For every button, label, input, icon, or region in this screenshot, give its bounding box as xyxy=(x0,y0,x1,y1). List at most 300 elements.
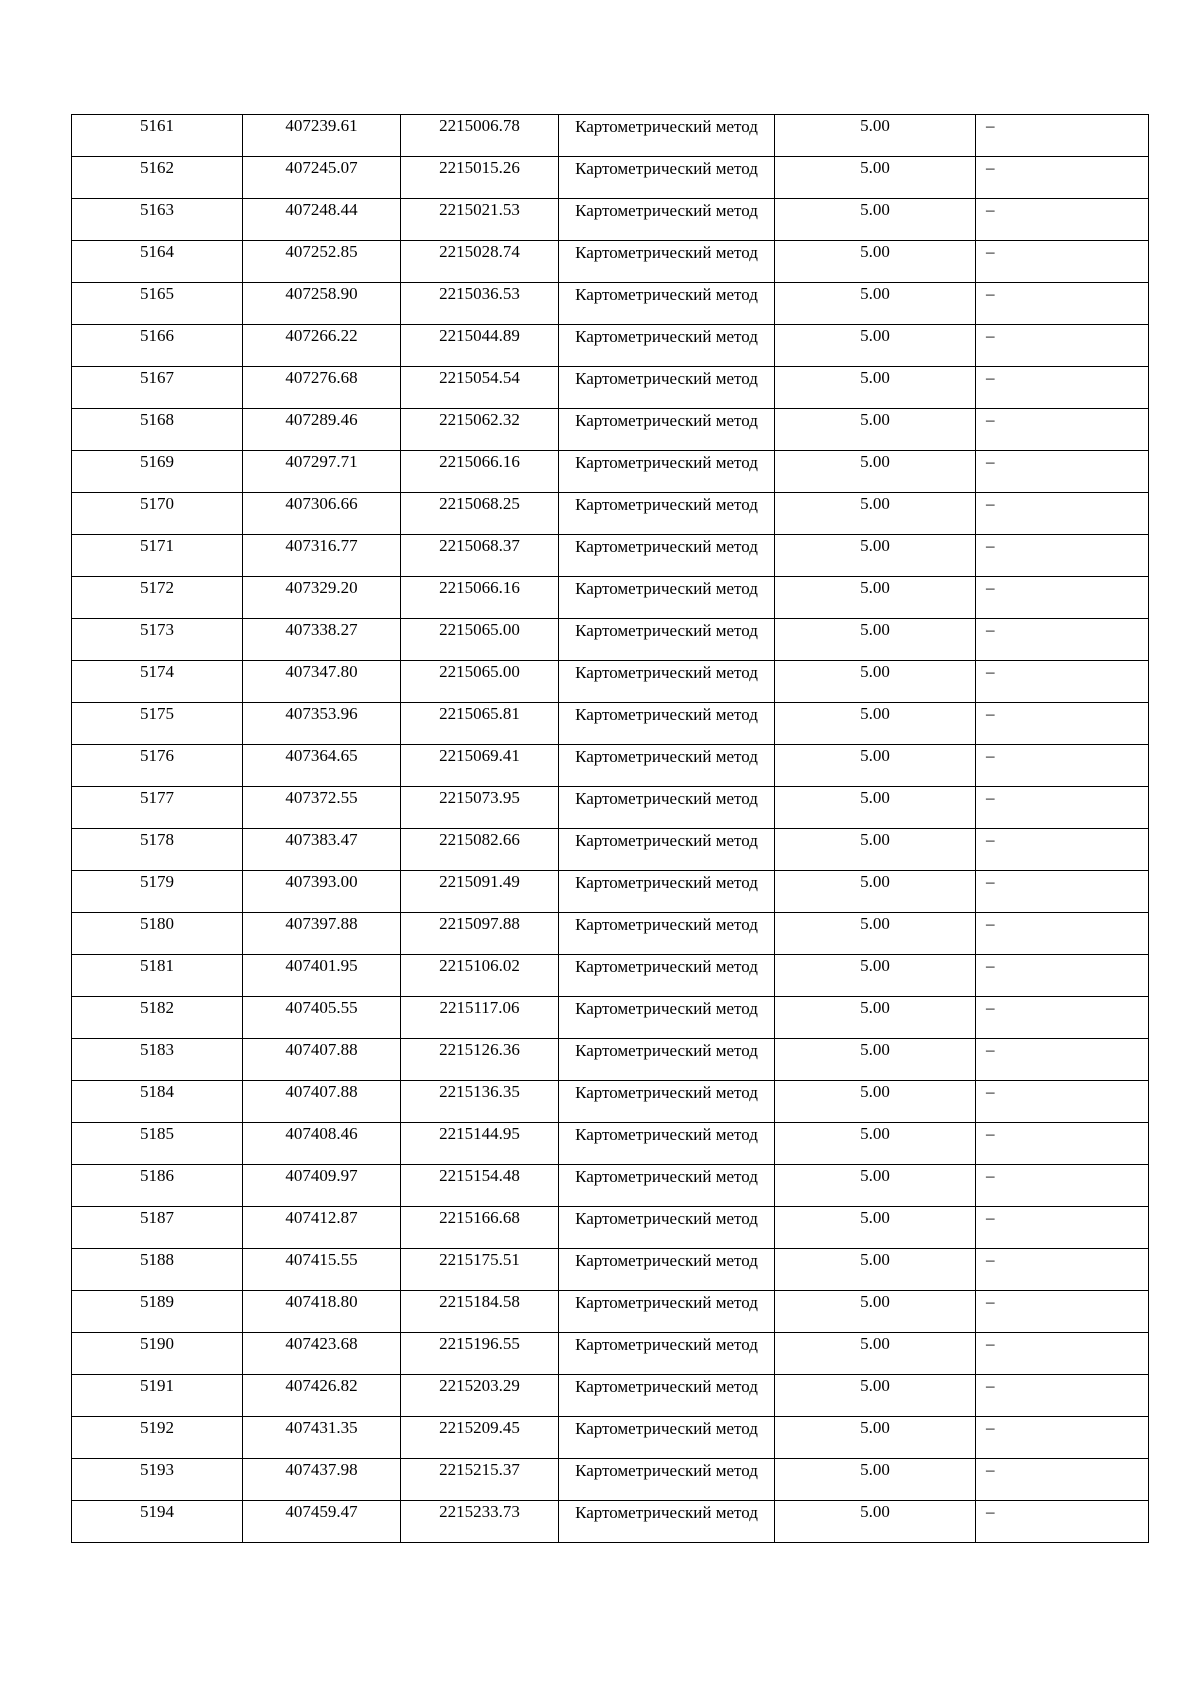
table-row xyxy=(72,1501,1149,1543)
method-cell-text: Картометрический метод xyxy=(575,495,758,514)
table-row xyxy=(72,535,1149,577)
description-cell-text: – xyxy=(986,788,995,807)
table-row xyxy=(72,157,1149,199)
point-number-cell xyxy=(72,1249,243,1291)
y-coordinate-cell xyxy=(401,1207,559,1249)
y-coordinate-cell-text: 2215136.35 xyxy=(439,1082,520,1101)
accuracy-cell xyxy=(775,115,976,157)
method-cell xyxy=(559,493,775,535)
y-coordinate-cell xyxy=(401,1291,559,1333)
point-number-cell-text: 5183 xyxy=(140,1040,174,1059)
accuracy-cell-text: 5.00 xyxy=(860,830,890,849)
description-cell-text: – xyxy=(986,1082,995,1101)
table-row xyxy=(72,1039,1149,1081)
y-coordinate-cell xyxy=(401,997,559,1039)
accuracy-cell xyxy=(775,997,976,1039)
point-number-cell xyxy=(72,913,243,955)
method-cell xyxy=(559,1039,775,1081)
x-coordinate-cell xyxy=(243,703,401,745)
accuracy-cell xyxy=(775,745,976,787)
point-number-cell xyxy=(72,1081,243,1123)
method-cell-text: Картометрический метод xyxy=(575,1503,758,1522)
accuracy-cell-text: 5.00 xyxy=(860,620,890,639)
x-coordinate-cell xyxy=(243,661,401,703)
table-row xyxy=(72,1081,1149,1123)
table-row xyxy=(72,451,1149,493)
table-row xyxy=(72,1459,1149,1501)
method-cell-text: Картометрический метод xyxy=(575,159,758,178)
y-coordinate-cell-text: 2215106.02 xyxy=(439,956,520,975)
x-coordinate-cell xyxy=(243,997,401,1039)
x-coordinate-cell xyxy=(243,619,401,661)
method-cell xyxy=(559,703,775,745)
description-cell xyxy=(976,997,1149,1039)
description-cell xyxy=(976,535,1149,577)
x-coordinate-cell-text: 407353.96 xyxy=(285,704,358,723)
y-coordinate-cell-text: 2215065.81 xyxy=(439,704,520,723)
method-cell xyxy=(559,913,775,955)
point-number-cell-text: 5177 xyxy=(140,788,174,807)
y-coordinate-cell-text: 2215209.45 xyxy=(439,1418,520,1437)
accuracy-cell xyxy=(775,787,976,829)
table-row xyxy=(72,1417,1149,1459)
x-coordinate-cell-text: 407338.27 xyxy=(285,620,358,639)
method-cell xyxy=(559,1291,775,1333)
x-coordinate-cell xyxy=(243,493,401,535)
table-row xyxy=(72,1123,1149,1165)
point-number-cell-text: 5175 xyxy=(140,704,174,723)
method-cell-text: Картометрический метод xyxy=(575,411,758,430)
method-cell xyxy=(559,871,775,913)
x-coordinate-cell-text: 407431.35 xyxy=(285,1418,358,1437)
description-cell-text: – xyxy=(986,998,995,1017)
description-cell xyxy=(976,1165,1149,1207)
y-coordinate-cell-text: 2215196.55 xyxy=(439,1334,520,1353)
description-cell xyxy=(976,703,1149,745)
accuracy-cell-text: 5.00 xyxy=(860,536,890,555)
x-coordinate-cell-text: 407252.85 xyxy=(285,242,358,261)
accuracy-cell xyxy=(775,871,976,913)
method-cell xyxy=(559,115,775,157)
description-cell-text: – xyxy=(986,242,995,261)
description-cell xyxy=(976,661,1149,703)
x-coordinate-cell xyxy=(243,409,401,451)
y-coordinate-cell xyxy=(401,829,559,871)
method-cell-text: Картометрический метод xyxy=(575,621,758,640)
y-coordinate-cell-text: 2215082.66 xyxy=(439,830,520,849)
y-coordinate-cell xyxy=(401,577,559,619)
description-cell xyxy=(976,913,1149,955)
point-number-cell-text: 5164 xyxy=(140,242,174,261)
y-coordinate-cell-text: 2215126.36 xyxy=(439,1040,520,1059)
y-coordinate-cell-text: 2215144.95 xyxy=(439,1124,520,1143)
x-coordinate-cell xyxy=(243,577,401,619)
accuracy-cell-text: 5.00 xyxy=(860,746,890,765)
accuracy-cell xyxy=(775,493,976,535)
x-coordinate-cell-text: 407245.07 xyxy=(285,158,358,177)
description-cell xyxy=(976,115,1149,157)
accuracy-cell-text: 5.00 xyxy=(860,914,890,933)
point-number-cell-text: 5184 xyxy=(140,1082,174,1101)
y-coordinate-cell xyxy=(401,703,559,745)
x-coordinate-cell-text: 407407.88 xyxy=(285,1040,358,1059)
accuracy-cell xyxy=(775,955,976,997)
y-coordinate-cell-text: 2215068.37 xyxy=(439,536,520,555)
description-cell-text: – xyxy=(986,956,995,975)
point-number-cell xyxy=(72,745,243,787)
accuracy-cell-text: 5.00 xyxy=(860,1502,890,1521)
description-cell xyxy=(976,1249,1149,1291)
x-coordinate-cell-text: 407347.80 xyxy=(285,662,358,681)
description-cell-text: – xyxy=(986,1166,995,1185)
description-cell-text: – xyxy=(986,1208,995,1227)
x-coordinate-cell xyxy=(243,1081,401,1123)
y-coordinate-cell xyxy=(401,745,559,787)
accuracy-cell xyxy=(775,1417,976,1459)
accuracy-cell xyxy=(775,535,976,577)
x-coordinate-cell xyxy=(243,1291,401,1333)
method-cell-text: Картометрический метод xyxy=(575,243,758,262)
point-number-cell-text: 5194 xyxy=(140,1502,174,1521)
x-coordinate-cell xyxy=(243,829,401,871)
point-number-cell xyxy=(72,1375,243,1417)
method-cell xyxy=(559,955,775,997)
point-number-cell xyxy=(72,451,243,493)
y-coordinate-cell xyxy=(401,367,559,409)
y-coordinate-cell-text: 2215044.89 xyxy=(439,326,520,345)
point-number-cell xyxy=(72,493,243,535)
accuracy-cell-text: 5.00 xyxy=(860,788,890,807)
x-coordinate-cell xyxy=(243,745,401,787)
x-coordinate-cell-text: 407409.97 xyxy=(285,1166,358,1185)
x-coordinate-cell xyxy=(243,199,401,241)
table-row xyxy=(72,115,1149,157)
x-coordinate-cell-text: 407418.80 xyxy=(285,1292,358,1311)
point-number-cell-text: 5193 xyxy=(140,1460,174,1479)
method-cell xyxy=(559,997,775,1039)
x-coordinate-cell xyxy=(243,1249,401,1291)
description-cell xyxy=(976,955,1149,997)
x-coordinate-cell-text: 407393.00 xyxy=(285,872,358,891)
point-number-cell xyxy=(72,871,243,913)
method-cell-text: Картометрический метод xyxy=(575,1335,758,1354)
method-cell xyxy=(559,367,775,409)
x-coordinate-cell-text: 407248.44 xyxy=(285,200,358,219)
description-cell xyxy=(976,1417,1149,1459)
accuracy-cell xyxy=(775,409,976,451)
description-cell xyxy=(976,1291,1149,1333)
point-number-cell xyxy=(72,409,243,451)
y-coordinate-cell xyxy=(401,1081,559,1123)
description-cell xyxy=(976,325,1149,367)
table-row xyxy=(72,199,1149,241)
point-number-cell xyxy=(72,1459,243,1501)
x-coordinate-cell xyxy=(243,1375,401,1417)
point-number-cell xyxy=(72,241,243,283)
method-cell xyxy=(559,409,775,451)
accuracy-cell-text: 5.00 xyxy=(860,452,890,471)
method-cell-text: Картометрический метод xyxy=(575,327,758,346)
accuracy-cell xyxy=(775,325,976,367)
description-cell xyxy=(976,745,1149,787)
point-number-cell-text: 5185 xyxy=(140,1124,174,1143)
method-cell-text: Картометрический метод xyxy=(575,1251,758,1270)
x-coordinate-cell-text: 407364.65 xyxy=(285,746,358,765)
method-cell-text: Картометрический метод xyxy=(575,117,758,136)
x-coordinate-cell xyxy=(243,1501,401,1543)
point-number-cell xyxy=(72,1207,243,1249)
y-coordinate-cell-text: 2215006.78 xyxy=(439,116,520,135)
table-row xyxy=(72,913,1149,955)
x-coordinate-cell-text: 407289.46 xyxy=(285,410,358,429)
method-cell-text: Картометрический метод xyxy=(575,663,758,682)
method-cell xyxy=(559,1081,775,1123)
method-cell-text: Картометрический метод xyxy=(575,1377,758,1396)
point-number-cell xyxy=(72,157,243,199)
method-cell xyxy=(559,1417,775,1459)
y-coordinate-cell xyxy=(401,1039,559,1081)
y-coordinate-cell xyxy=(401,451,559,493)
accuracy-cell xyxy=(775,199,976,241)
method-cell xyxy=(559,1333,775,1375)
x-coordinate-cell-text: 407383.47 xyxy=(285,830,358,849)
y-coordinate-cell xyxy=(401,1123,559,1165)
method-cell-text: Картометрический метод xyxy=(575,1041,758,1060)
table-row xyxy=(72,619,1149,661)
method-cell xyxy=(559,577,775,619)
y-coordinate-cell-text: 2215065.00 xyxy=(439,620,520,639)
x-coordinate-cell xyxy=(243,1459,401,1501)
point-number-cell-text: 5181 xyxy=(140,956,174,975)
description-cell-text: – xyxy=(986,1292,995,1311)
accuracy-cell-text: 5.00 xyxy=(860,1124,890,1143)
method-cell-text: Картометрический метод xyxy=(575,579,758,598)
description-cell xyxy=(976,199,1149,241)
y-coordinate-cell-text: 2215097.88 xyxy=(439,914,520,933)
point-number-cell xyxy=(72,997,243,1039)
accuracy-cell xyxy=(775,661,976,703)
method-cell-text: Картометрический метод xyxy=(575,1083,758,1102)
y-coordinate-cell-text: 2215166.68 xyxy=(439,1208,520,1227)
point-number-cell-text: 5174 xyxy=(140,662,174,681)
method-cell-text: Картометрический метод xyxy=(575,1293,758,1312)
description-cell-text: – xyxy=(986,1250,995,1269)
point-number-cell xyxy=(72,619,243,661)
description-cell-text: – xyxy=(986,704,995,723)
accuracy-cell-text: 5.00 xyxy=(860,410,890,429)
x-coordinate-cell xyxy=(243,367,401,409)
point-number-cell xyxy=(72,199,243,241)
method-cell-text: Картометрический метод xyxy=(575,1461,758,1480)
method-cell-text: Картометрический метод xyxy=(575,453,758,472)
description-cell-text: – xyxy=(986,284,995,303)
x-coordinate-cell-text: 407266.22 xyxy=(285,326,358,345)
accuracy-cell-text: 5.00 xyxy=(860,326,890,345)
method-cell-text: Картометрический метод xyxy=(575,1125,758,1144)
method-cell xyxy=(559,619,775,661)
description-cell-text: – xyxy=(986,536,995,555)
accuracy-cell-text: 5.00 xyxy=(860,1250,890,1269)
y-coordinate-cell xyxy=(401,871,559,913)
table-row xyxy=(72,1207,1149,1249)
x-coordinate-cell-text: 407407.88 xyxy=(285,1082,358,1101)
point-number-cell-text: 5171 xyxy=(140,536,174,555)
method-cell xyxy=(559,535,775,577)
x-coordinate-cell xyxy=(243,115,401,157)
accuracy-cell xyxy=(775,157,976,199)
y-coordinate-cell-text: 2215066.16 xyxy=(439,578,520,597)
method-cell xyxy=(559,199,775,241)
method-cell xyxy=(559,1165,775,1207)
accuracy-cell-text: 5.00 xyxy=(860,284,890,303)
accuracy-cell-text: 5.00 xyxy=(860,1040,890,1059)
method-cell xyxy=(559,1207,775,1249)
point-number-cell xyxy=(72,115,243,157)
accuracy-cell-text: 5.00 xyxy=(860,1460,890,1479)
point-number-cell-text: 5178 xyxy=(140,830,174,849)
y-coordinate-cell-text: 2215073.95 xyxy=(439,788,520,807)
description-cell-text: – xyxy=(986,116,995,135)
method-cell-text: Картометрический метод xyxy=(575,1419,758,1438)
accuracy-cell xyxy=(775,283,976,325)
method-cell xyxy=(559,1123,775,1165)
point-number-cell-text: 5169 xyxy=(140,452,174,471)
method-cell-text: Картометрический метод xyxy=(575,915,758,934)
y-coordinate-cell xyxy=(401,1501,559,1543)
y-coordinate-cell-text: 2215015.26 xyxy=(439,158,520,177)
method-cell-text: Картометрический метод xyxy=(575,1167,758,1186)
method-cell xyxy=(559,1375,775,1417)
method-cell xyxy=(559,241,775,283)
point-number-cell xyxy=(72,1123,243,1165)
accuracy-cell-text: 5.00 xyxy=(860,1292,890,1311)
table-row xyxy=(72,1249,1149,1291)
point-number-cell-text: 5165 xyxy=(140,284,174,303)
y-coordinate-cell-text: 2215068.25 xyxy=(439,494,520,513)
point-number-cell-text: 5191 xyxy=(140,1376,174,1395)
coordinates-table xyxy=(71,114,1149,1543)
description-cell-text: – xyxy=(986,158,995,177)
table-row xyxy=(72,325,1149,367)
point-number-cell xyxy=(72,1291,243,1333)
description-cell xyxy=(976,1081,1149,1123)
point-number-cell xyxy=(72,787,243,829)
point-number-cell xyxy=(72,325,243,367)
point-number-cell xyxy=(72,1165,243,1207)
accuracy-cell-text: 5.00 xyxy=(860,116,890,135)
point-number-cell-text: 5166 xyxy=(140,326,174,345)
accuracy-cell-text: 5.00 xyxy=(860,872,890,891)
description-cell-text: – xyxy=(986,410,995,429)
x-coordinate-cell xyxy=(243,1417,401,1459)
description-cell-text: – xyxy=(986,452,995,471)
accuracy-cell xyxy=(775,1291,976,1333)
table-row xyxy=(72,871,1149,913)
accuracy-cell-text: 5.00 xyxy=(860,998,890,1017)
method-cell xyxy=(559,325,775,367)
table-row xyxy=(72,577,1149,619)
accuracy-cell xyxy=(775,1165,976,1207)
point-number-cell-text: 5168 xyxy=(140,410,174,429)
point-number-cell-text: 5163 xyxy=(140,200,174,219)
y-coordinate-cell xyxy=(401,1165,559,1207)
accuracy-cell xyxy=(775,1123,976,1165)
description-cell-text: – xyxy=(986,368,995,387)
x-coordinate-cell-text: 407426.82 xyxy=(285,1376,358,1395)
y-coordinate-cell xyxy=(401,1333,559,1375)
method-cell-text: Картометрический метод xyxy=(575,957,758,976)
accuracy-cell-text: 5.00 xyxy=(860,1376,890,1395)
table-row xyxy=(72,409,1149,451)
description-cell xyxy=(976,1333,1149,1375)
y-coordinate-cell xyxy=(401,535,559,577)
accuracy-cell-text: 5.00 xyxy=(860,1334,890,1353)
point-number-cell-text: 5179 xyxy=(140,872,174,891)
x-coordinate-cell xyxy=(243,1123,401,1165)
y-coordinate-cell-text: 2215028.74 xyxy=(439,242,520,261)
method-cell-text: Картометрический метод xyxy=(575,789,758,808)
x-coordinate-cell-text: 407276.68 xyxy=(285,368,358,387)
method-cell xyxy=(559,829,775,871)
accuracy-cell xyxy=(775,367,976,409)
description-cell xyxy=(976,577,1149,619)
method-cell-text: Картометрический метод xyxy=(575,831,758,850)
table-row xyxy=(72,955,1149,997)
point-number-cell xyxy=(72,955,243,997)
y-coordinate-cell xyxy=(401,115,559,157)
y-coordinate-cell-text: 2215062.32 xyxy=(439,410,520,429)
accuracy-cell-text: 5.00 xyxy=(860,578,890,597)
point-number-cell-text: 5176 xyxy=(140,746,174,765)
table-row xyxy=(72,1165,1149,1207)
y-coordinate-cell xyxy=(401,619,559,661)
x-coordinate-cell xyxy=(243,1039,401,1081)
y-coordinate-cell xyxy=(401,661,559,703)
table-row xyxy=(72,661,1149,703)
accuracy-cell-text: 5.00 xyxy=(860,158,890,177)
y-coordinate-cell xyxy=(401,325,559,367)
x-coordinate-cell xyxy=(243,451,401,493)
method-cell xyxy=(559,661,775,703)
method-cell xyxy=(559,1249,775,1291)
description-cell xyxy=(976,451,1149,493)
method-cell-text: Картометрический метод xyxy=(575,537,758,556)
y-coordinate-cell xyxy=(401,787,559,829)
description-cell xyxy=(976,409,1149,451)
method-cell xyxy=(559,745,775,787)
y-coordinate-cell-text: 2215117.06 xyxy=(439,998,520,1017)
accuracy-cell xyxy=(775,1459,976,1501)
description-cell-text: – xyxy=(986,872,995,891)
x-coordinate-cell xyxy=(243,871,401,913)
accuracy-cell-text: 5.00 xyxy=(860,242,890,261)
x-coordinate-cell-text: 407415.55 xyxy=(285,1250,358,1269)
point-number-cell xyxy=(72,535,243,577)
y-coordinate-cell xyxy=(401,493,559,535)
table-row xyxy=(72,1375,1149,1417)
point-number-cell-text: 5190 xyxy=(140,1334,174,1353)
accuracy-cell-text: 5.00 xyxy=(860,1166,890,1185)
y-coordinate-cell-text: 2215215.37 xyxy=(439,1460,520,1479)
description-cell-text: – xyxy=(986,1334,995,1353)
y-coordinate-cell-text: 2215069.41 xyxy=(439,746,520,765)
description-cell xyxy=(976,1207,1149,1249)
x-coordinate-cell-text: 407329.20 xyxy=(285,578,358,597)
y-coordinate-cell xyxy=(401,241,559,283)
accuracy-cell xyxy=(775,577,976,619)
x-coordinate-cell-text: 407437.98 xyxy=(285,1460,358,1479)
accuracy-cell xyxy=(775,1249,976,1291)
